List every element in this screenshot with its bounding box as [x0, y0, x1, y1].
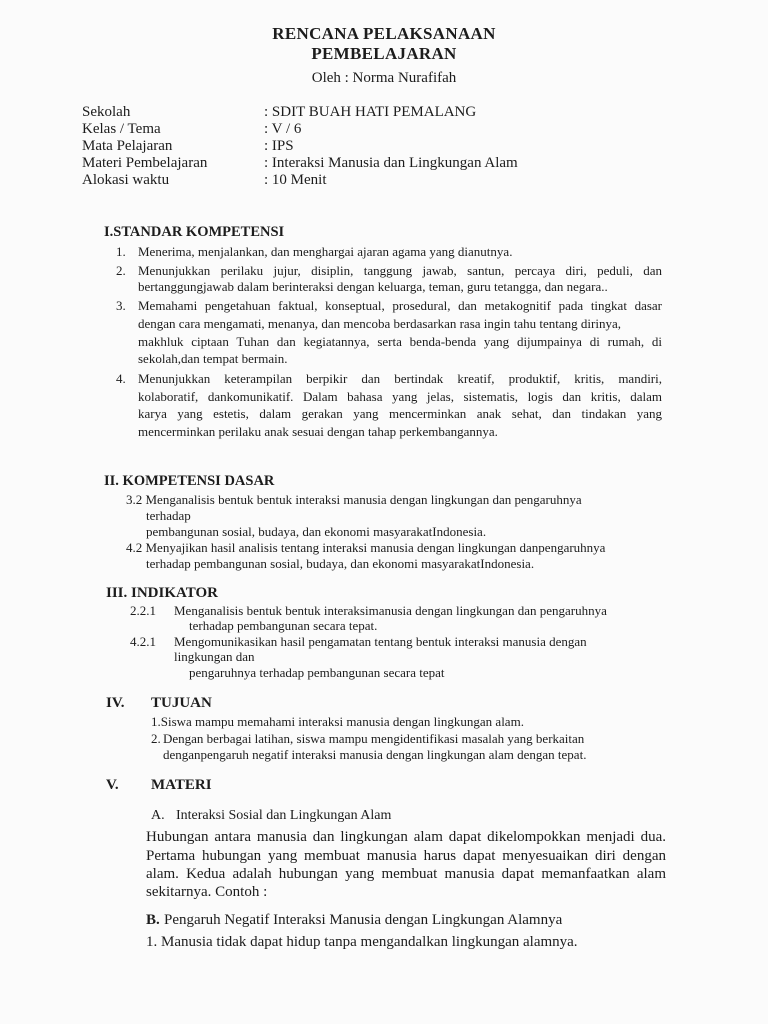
sk-item-line: karya yang estetis, dalam gerakan yang mencerminkan anak sehat, dan tindakan yang [138, 406, 662, 421]
tujuan-item: 1.Siswa mampu memahami interaksi manusia dengan lingkungan alam. [151, 714, 524, 729]
indikator-num: 4.2.1 [130, 634, 156, 649]
section-num-materi: V. [106, 777, 119, 793]
sk-item-line: dengan cara mengamati, menanya, dan mencoba berdasarkan rasa ingin tahu tentang dirinya, [138, 316, 621, 331]
materi-paragraph-line: Hubungan antara manusia dan lingkungan alam dapat dikelompokkan menjadi dua. [146, 829, 666, 845]
sk-item-line: kolaboratif, dankomunikatif. Dalam bahasa yang jelas, sistematis, logis dan kritis, dalam [138, 389, 662, 404]
sk-item-num: 2. [116, 263, 126, 278]
info-label-alokasi: Alokasi waktu [82, 172, 170, 188]
doc-author: Oleh : Norma Nurafifah [311, 70, 457, 86]
info-label-kelas: Kelas / Tema [82, 121, 161, 137]
sk-item-line: Menunjukkan perilaku jujur, disiplin, tanggung jawab, santun, percaya diri, peduli, dan [138, 263, 662, 278]
materi-paragraph-line: Pertama hubungan yang membuat manusia harus dapat menyesuaikan diri dengan [146, 848, 666, 864]
section-heading-tujuan: TUJUAN [151, 695, 212, 711]
tujuan-item-num: 2. [151, 731, 161, 746]
doc-title-line2: PEMBELAJARAN [311, 44, 457, 63]
tujuan-item-line: denganpengaruh negatif interaksi manusia dengan lingkungan alam dengan tepat. [163, 747, 587, 762]
info-value-materi: : Interaksi Manusia dan Lingkungan Alam [264, 155, 518, 171]
section-heading-indikator: III. INDIKATOR [106, 585, 218, 601]
kd-item-line: terhadap pembangunan sosial, budaya, dan ekonomi masyarakatIndonesia. [146, 556, 535, 571]
sk-item-line: Menunjukkan keterampilan berpikir dan bertindak kreatif, produktif, kritis, mandiri, [138, 371, 662, 386]
section-heading-kd: II. KOMPETENSI DASAR [104, 473, 275, 489]
info-value-alokasi: : 10 Menit [264, 172, 327, 188]
indikator-line: Menganalisis bentuk bentuk interaksimanusia dengan lingkungan dan pengaruhnya [174, 603, 607, 618]
section-heading-sk: I.STANDAR KOMPETENSI [104, 224, 285, 240]
doc-title-line1: RENCANA PELAKSANAAN [272, 24, 496, 43]
sk-item-num: 1. [116, 244, 126, 259]
section-num-tujuan: IV. [106, 695, 125, 711]
tujuan-item-line: Dengan berbagai latihan, siswa mampu mengidentifikasi masalah yang berkaitan [163, 731, 585, 746]
info-value-sekolah: : SDIT BUAH HATI PEMALANG [264, 104, 477, 120]
kd-item-line: 3.2 Menganalisis bentuk bentuk interaksi manusia dengan lingkungan dan pengaruhnya [126, 492, 582, 507]
sk-item-num: 3. [116, 298, 126, 313]
indikator-line: lingkungan dan [174, 649, 255, 664]
sk-item-line: bertanggungjawab dalam berinteraksi dengan keluarga, teman, guru tetangga, dan negara.. [138, 279, 608, 294]
sk-item-line: sekolah,dan tempat bermain. [138, 351, 288, 366]
indikator-line: terhadap pembangunan secara tepat. [189, 618, 378, 633]
info-label-sekolah: Sekolah [82, 104, 131, 120]
materi-subheading-title: Pengaruh Negatif Interaksi Manusia dengan Lingkungan Alamnya [164, 912, 563, 928]
sk-item-line: mencerminkan perilaku anak sesuai dengan tahap perkembangannya. [138, 424, 498, 439]
materi-list-item: 1. Manusia tidak dapat hidup tanpa mengandalkan lingkungan alamnya. [146, 934, 578, 950]
materi-subheading-title: Interaksi Sosial dan Lingkungan Alam [176, 808, 392, 823]
kd-item-line: 4.2 Menyajikan hasil analisis tentang interaksi manusia dengan lingkungan danpengaruhnya [126, 540, 606, 555]
materi-subheading-label: A. [151, 808, 165, 823]
info-label-mapel: Mata Pelajaran [82, 138, 173, 154]
sk-item-num: 4. [116, 371, 126, 386]
materi-paragraph-line: alam. Kedua adalah hubungan yang membuat manusia dapat memanfaatkan alam [146, 866, 666, 882]
indikator-line: Mengomunikasikan hasil pengamatan tentang bentuk interaksi manusia dengan [174, 634, 587, 649]
sk-item-line: Memahami pengetahuan faktual, konseptual, prosedural, dan metakognitif pada tingkat dasar [138, 298, 662, 313]
indikator-num: 2.2.1 [130, 603, 156, 618]
indikator-line: pengaruhnya terhadap pembangunan secara tepat [189, 665, 445, 680]
sk-item-line: makhluk ciptaan Tuhan dan kegiatannya, serta benda-benda yang dijumpainya di rumah, di [138, 334, 662, 349]
materi-subheading-label: B. [146, 912, 160, 928]
info-value-kelas: : V / 6 [264, 121, 302, 137]
materi-paragraph-line: sekitarnya. Contoh : [146, 884, 268, 900]
kd-item-line: pembangunan sosial, budaya, dan ekonomi masyarakatIndonesia. [146, 524, 487, 539]
info-value-mapel: : IPS [264, 138, 294, 154]
info-label-materi: Materi Pembelajaran [82, 155, 208, 171]
kd-item-line: terhadap [146, 508, 191, 523]
section-heading-materi: MATERI [151, 777, 212, 793]
sk-item-line: Menerima, menjalankan, dan menghargai ajaran agama yang dianutnya. [138, 244, 513, 259]
